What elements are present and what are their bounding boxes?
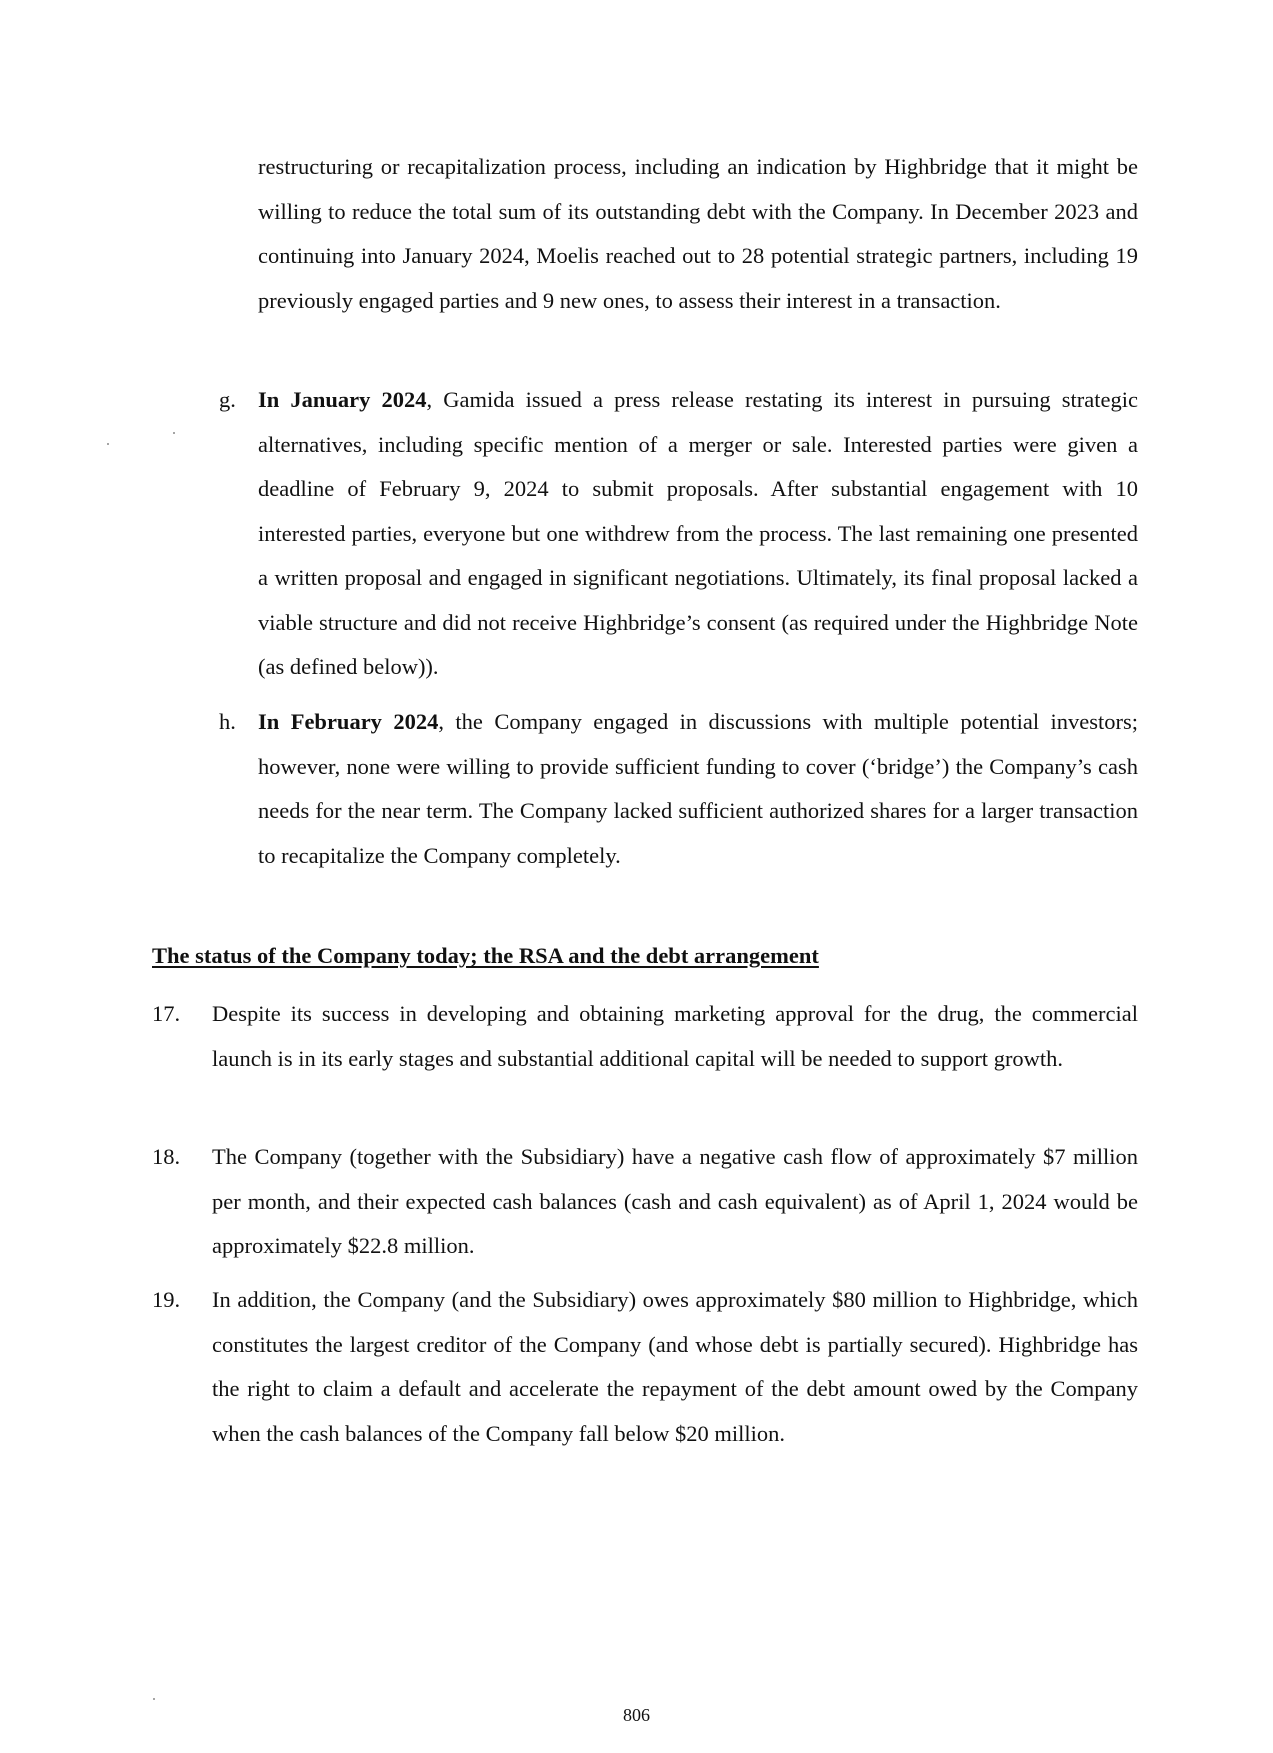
scan-speck: [173, 432, 175, 434]
section-heading: The status of the Company today; the RSA and the debt arrangement: [152, 943, 819, 968]
item-number-19: 19.: [152, 1287, 181, 1312]
item-18-paragraph: The Company (together with the Subsidiary) have a negative cash flow of approximately $7 million per month, and their expected cash balances (cash and cash equivalent) as of April 1, 2024 would be approximately $22.8 million.: [212, 1144, 1138, 1258]
page-number: 806: [623, 1705, 650, 1725]
item-number-18: 18.: [152, 1144, 181, 1169]
scan-speck: [153, 1698, 155, 1700]
scan-speck: [107, 443, 109, 445]
sub-item-g-lead: In January 2024: [258, 387, 427, 412]
sub-item-h-paragraph: [258, 700, 1138, 878]
item-number-17: 17.: [152, 1001, 181, 1026]
sub-item-g-paragraph: [258, 378, 1138, 690]
sub-item-marker-h: h.: [219, 709, 236, 734]
sub-item-h-lead: In February 2024: [258, 709, 439, 734]
sub-item-g-text: , Gamida issued a press release restating its interest in pursuing strategic alternatives, including specific mention of a merger or sale. Interested parties were given a deadline of February 9, 2024 to submit proposals. After substantial engagement with 10 interested parties, everyone but one withdrew from the process. The last remaining one presented a written proposal and engaged in significant negotiations. Ultimately, its final proposal lacked a viable structure and did not receive Highbridge’s consent (as required under the Highbridge Note (as defined below)).: [258, 387, 1138, 679]
item-19-paragraph: In addition, the Company (and the Subsidiary) owes approximately $80 million to Highbridge, which constitutes the largest creditor of the Company (and whose debt is partially secured). Highbridge has the right to claim a default and accelerate the repayment of the debt amount owed by the Company when the cash balances of the Company fall below $20 million.: [212, 1287, 1138, 1446]
continuation-paragraph: restructuring or recapitalization process, including an indication by Highbridge that it might be willing to reduce the total sum of its outstanding debt with the Company. In December 2023 and continuing into January 2024, Moelis reached out to 28 potential strategic partners, including 19 previously engaged parties and 9 new ones, to assess their interest in a transaction.: [258, 154, 1138, 313]
item-17-paragraph: Despite its success in developing and obtaining marketing approval for the drug, the commercial launch is in its early stages and substantial additional capital will be needed to support growth.: [212, 1001, 1138, 1071]
sub-item-marker-g: g.: [219, 387, 236, 412]
sub-item-h-text: , the Company engaged in discussions with multiple potential investors; however, none were willing to provide sufficient funding to cover (‘bridge’) the Company’s cash needs for the near term. The Company lacked sufficient authorized shares for a larger transaction to recapitalize the Company completely.: [258, 709, 1138, 868]
